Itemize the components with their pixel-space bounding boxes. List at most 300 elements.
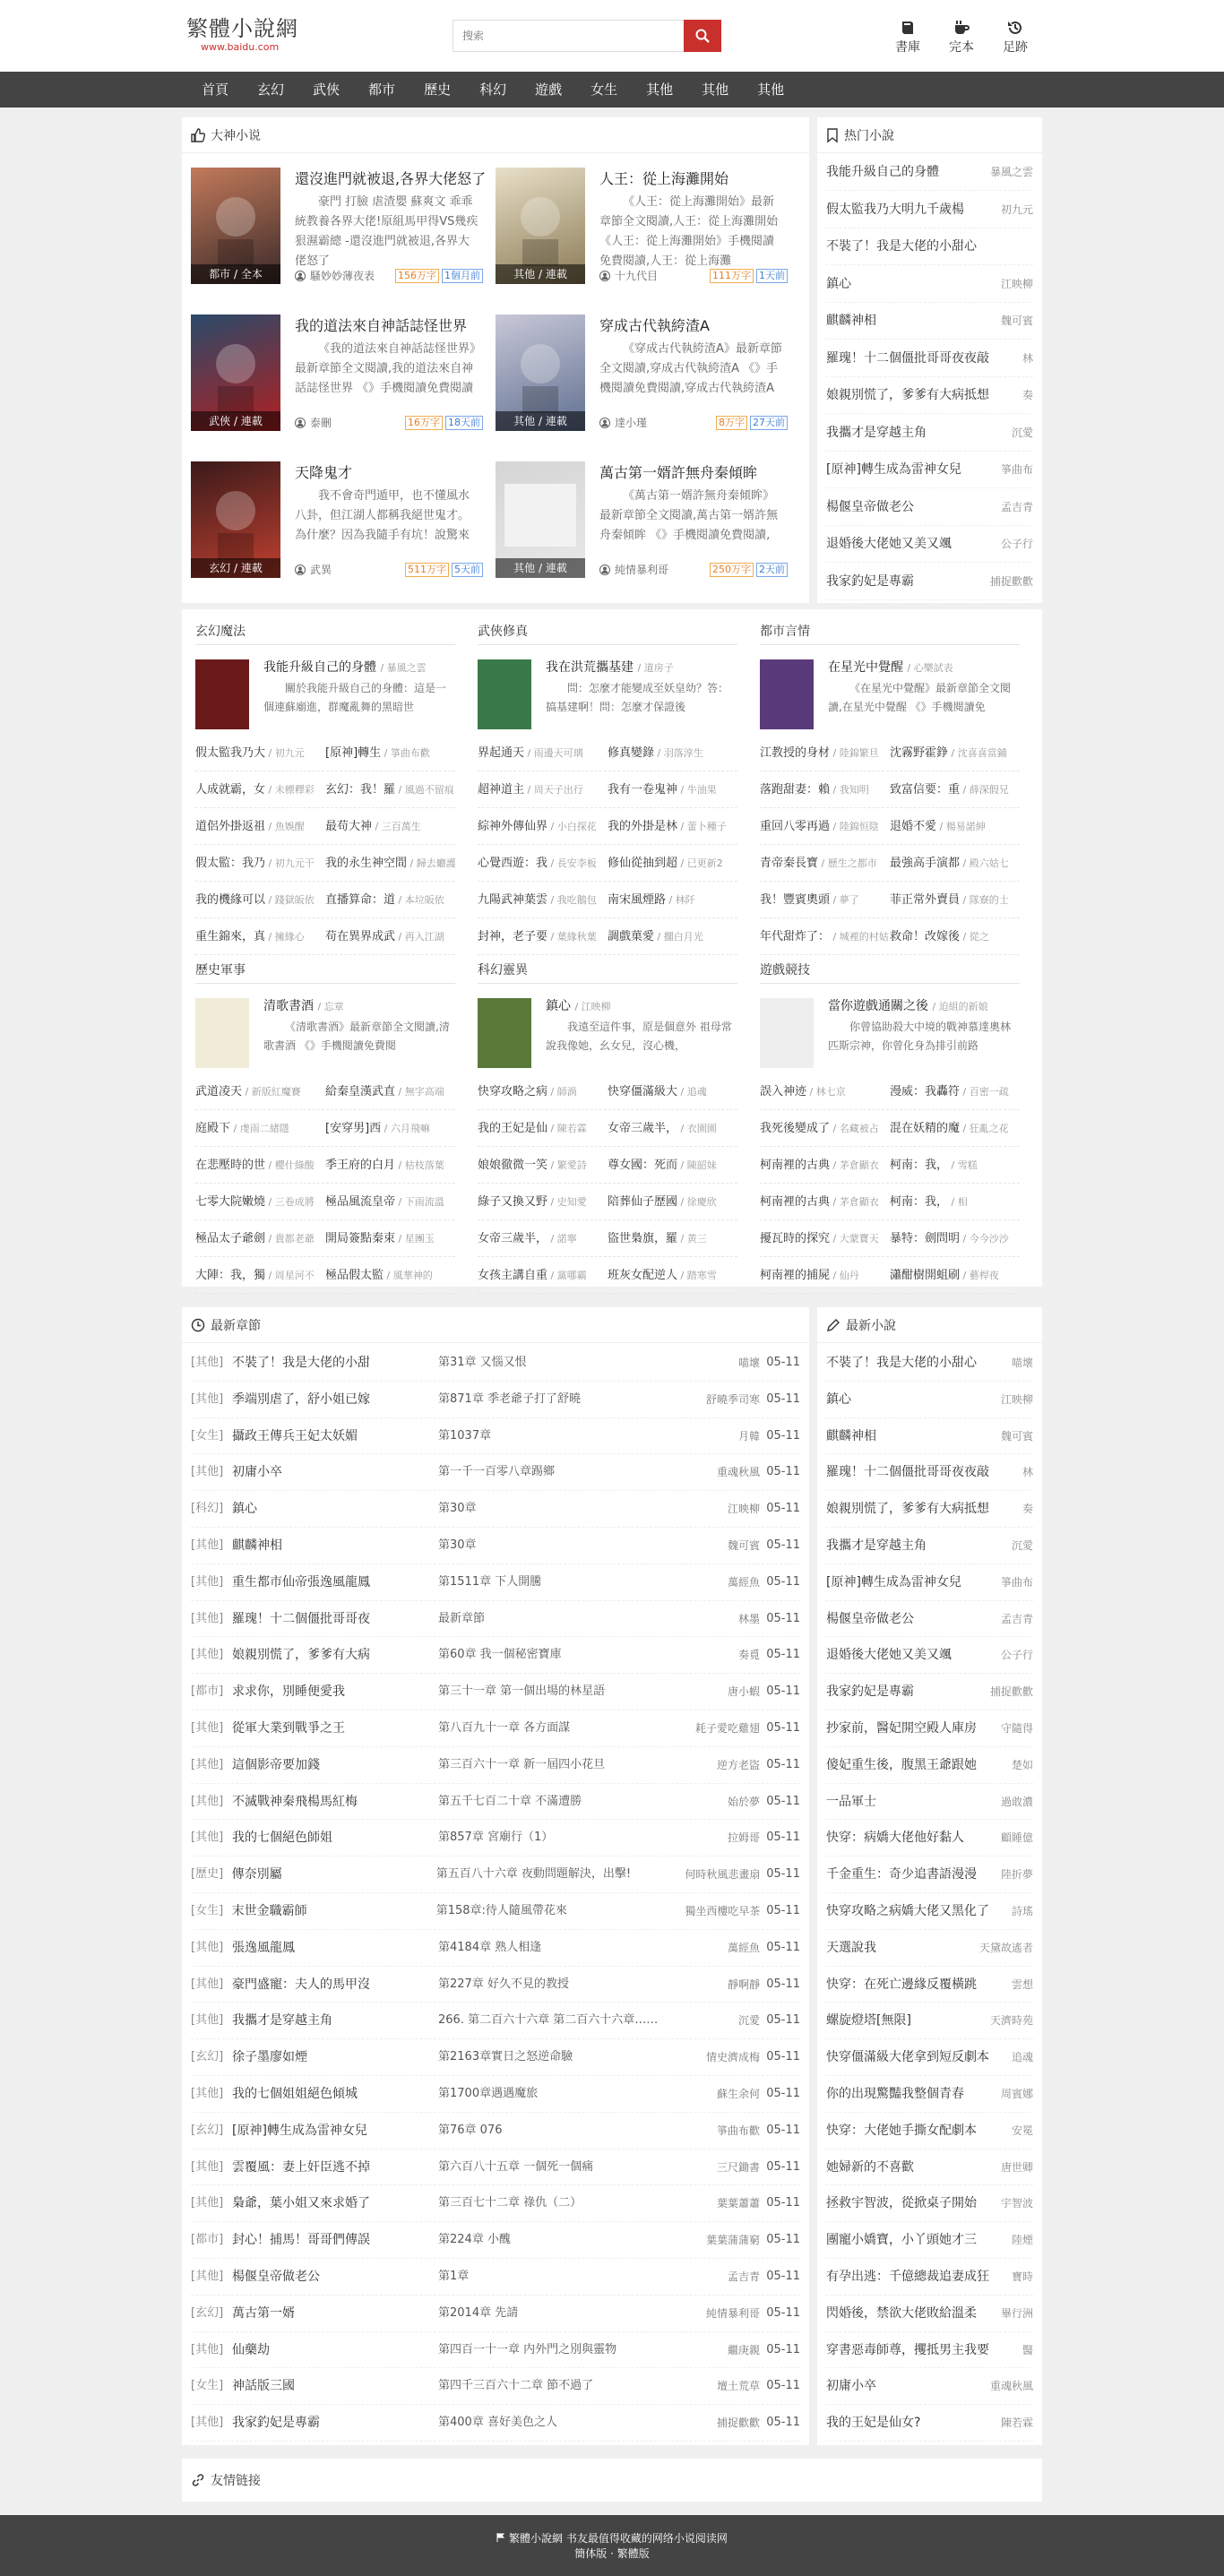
- nav-item[interactable]: 科幻: [479, 82, 507, 98]
- newbook-item[interactable]: [826, 1930, 1033, 1967]
- category-item[interactable]: 極品假太監 / 風華神的: [325, 1269, 433, 1282]
- update-category[interactable]: [其他]: [191, 1721, 224, 1735]
- nav-item[interactable]: 歷史: [424, 82, 452, 98]
- update-category[interactable]: [其他]: [191, 1794, 224, 1808]
- newbook-name[interactable]: 楊偃皇帝做老公: [826, 1611, 914, 1626]
- update-chapter[interactable]: 第四百一十一章 内外門之別與靈物: [438, 2342, 617, 2356]
- category-item-name[interactable]: 綜神外傳仙界: [478, 820, 548, 833]
- update-chapter[interactable]: 第30章: [438, 1502, 477, 1516]
- newbook-name[interactable]: 我家釣妃是專霸: [826, 1684, 914, 1700]
- update-chapter[interactable]: 最新章節: [438, 1611, 486, 1625]
- category-item-name[interactable]: 柯南裡的古典: [760, 1159, 831, 1172]
- category-feature[interactable]: [195, 984, 455, 1064]
- newbook-item[interactable]: [826, 1491, 1033, 1528]
- update-chapter[interactable]: 第4184章 熟人相逢: [438, 1940, 542, 1954]
- newbook-item[interactable]: [826, 2296, 1033, 2332]
- category-item[interactable]: 七零大院嫩燒 / 三卷成將: [195, 1195, 315, 1209]
- newbook-item[interactable]: [826, 1345, 1033, 1382]
- category-title[interactable]: 科幻靈異: [478, 957, 737, 984]
- newbook-name[interactable]: 我攜才是穿越主角: [826, 1538, 927, 1553]
- newbook-item[interactable]: [826, 1820, 1033, 1857]
- category-item[interactable]: 瀟酣樹開蛆刷 / 藝桿夜: [890, 1269, 999, 1282]
- category-item[interactable]: 綜神外傳仙界 / 小白探花: [478, 820, 597, 833]
- newbook-item[interactable]: [826, 2185, 1033, 2222]
- update-category[interactable]: [其他]: [191, 2013, 224, 2028]
- update-chapter[interactable]: 第400章 喜好美色之人: [438, 2416, 557, 2430]
- update-chapter[interactable]: 第三十一章 第一個出場的林星語: [438, 1684, 606, 1699]
- hot-book-name[interactable]: [原神]轉生成為雷神女兒: [826, 462, 961, 477]
- newbook-name[interactable]: 天選說我: [826, 1940, 876, 1955]
- category-item-name[interactable]: 修仙從抽到超: [608, 857, 678, 870]
- category-item[interactable]: 漫威：我轟符 / 百密一疏: [890, 1085, 1009, 1098]
- category-item[interactable]: [安穿男]西 / 六月飛嘛: [325, 1122, 430, 1135]
- feature-title[interactable]: 我在洪荒攜基建: [546, 660, 634, 675]
- category-item[interactable]: 調戲菓愛 / 擱白月光: [608, 930, 703, 943]
- category-item[interactable]: 沈霧野霍錚 / 沈喜喜當鋪: [890, 746, 1007, 760]
- book-cover[interactable]: [191, 314, 280, 431]
- newbook-name[interactable]: 麒麟神相: [826, 1428, 876, 1443]
- update-category[interactable]: [女生]: [191, 1904, 224, 1917]
- hot-book-name[interactable]: 鎮心: [826, 276, 851, 291]
- category-item-name[interactable]: 落跑甜妻：賴: [760, 783, 831, 797]
- update-book[interactable]: 從軍大業到戰爭之王: [232, 1721, 345, 1736]
- nav-item[interactable]: 首頁: [202, 82, 229, 98]
- category-item[interactable]: 江教授的身材 / 陸錦繁旦: [760, 746, 879, 760]
- category-item[interactable]: 庭殿下 / 虔雨二緒隱: [195, 1122, 289, 1135]
- newbook-name[interactable]: 千金重生：奇少追書語漫漫: [826, 1867, 977, 1882]
- category-item[interactable]: 年代甜炸了： / 城裡的村姑: [760, 930, 889, 943]
- update-chapter[interactable]: 第158章:待人隨風帶花來: [435, 1904, 567, 1917]
- category-item[interactable]: 擾瓦時的探究 / 大蒙寶天: [760, 1232, 879, 1245]
- update-category[interactable]: [其他]: [191, 1831, 224, 1845]
- category-feature[interactable]: [760, 645, 1020, 726]
- category-item-name[interactable]: 漫威：我轟符: [890, 1085, 961, 1098]
- update-book[interactable]: 這個影帝要加錢: [232, 1757, 320, 1772]
- update-book[interactable]: 麒麟神相: [232, 1538, 282, 1553]
- hot-item[interactable]: [826, 228, 1033, 265]
- update-chapter[interactable]: 第871章 季老爺子打了舒曉: [438, 1391, 581, 1406]
- category-item[interactable]: 心覺西遊：我 / 長安李板: [478, 857, 597, 870]
- category-item[interactable]: 退婚不愛 / 楊易諾紳: [890, 820, 986, 833]
- category-title[interactable]: 玄幻魔法: [195, 618, 455, 645]
- category-item-name[interactable]: 誤入神迹: [760, 1085, 807, 1098]
- newbook-item[interactable]: [826, 2405, 1033, 2442]
- book-cover[interactable]: [191, 168, 280, 284]
- featured-book[interactable]: [496, 168, 791, 298]
- category-title[interactable]: 遊戲競技: [760, 957, 1020, 984]
- update-chapter[interactable]: 第八百九十一章 各方面謀: [438, 1721, 571, 1735]
- update-category[interactable]: [其他]: [191, 1574, 224, 1589]
- hot-book-name[interactable]: 羅瑰！十二個僵批哥哥夜夜敲: [826, 350, 989, 366]
- feature-cover[interactable]: [195, 998, 249, 1068]
- category-title[interactable]: 武俠修真: [478, 618, 737, 645]
- book-cover[interactable]: [496, 314, 585, 431]
- category-item[interactable]: 重生錦來，真 / 擁緣心: [195, 930, 305, 943]
- update-book[interactable]: 羅瑰！十二個僵批哥哥夜: [232, 1611, 370, 1626]
- category-item[interactable]: 季王府的白月 / 枯枝落葉: [325, 1159, 444, 1172]
- category-item[interactable]: 我！豐賓奧頭 / 夢了: [760, 893, 859, 907]
- nav-item[interactable]: 女生: [590, 82, 618, 98]
- category-item-name[interactable]: 瀟酣樹開蛆刷: [890, 1269, 961, 1282]
- book-title[interactable]: 穿成古代執絝渣A: [599, 317, 710, 334]
- hot-item[interactable]: [826, 525, 1033, 563]
- feature-cover[interactable]: [478, 998, 531, 1068]
- category-item-name[interactable]: 在悲壓時的世: [195, 1159, 266, 1172]
- site-logo[interactable]: [186, 16, 298, 53]
- category-item-name[interactable]: 心覺西遊：我: [478, 857, 548, 870]
- update-book[interactable]: 攝政王傳兵王妃太妖媚: [232, 1428, 358, 1443]
- category-item-name[interactable]: 綠子又換又野: [478, 1195, 548, 1209]
- newbook-name[interactable]: 團寵小嬌寶，小丫頭她才三: [826, 2233, 977, 2248]
- update-book[interactable]: 仙藥劫: [232, 2342, 270, 2357]
- featured-book[interactable]: [496, 461, 791, 592]
- category-item[interactable]: 落跑甜妻：賴 / 我知明: [760, 783, 869, 797]
- update-chapter[interactable]: 第227章 好久不見的教授: [438, 1977, 569, 1991]
- newbook-item[interactable]: [826, 1454, 1033, 1491]
- category-item[interactable]: 女孩主講自重 / 黨哪霸: [478, 1269, 587, 1282]
- update-chapter[interactable]: 第1章: [438, 2270, 470, 2283]
- nav-item[interactable]: 都市: [368, 82, 396, 98]
- update-book[interactable]: 鎮心: [232, 1502, 257, 1517]
- update-category[interactable]: [歷史]: [191, 1867, 224, 1882]
- category-item-name[interactable]: 季王府的白月: [325, 1159, 396, 1172]
- category-title[interactable]: 都市言情: [760, 618, 1020, 645]
- update-category[interactable]: [其他]: [191, 1757, 224, 1771]
- newbook-name[interactable]: 羅瑰！十二個僵批哥哥夜夜敲: [826, 1465, 989, 1480]
- category-item-name[interactable]: 快穿僵滿級大: [608, 1085, 678, 1098]
- newbook-name[interactable]: 抄家前，醫妃開空殿人庫房: [826, 1721, 977, 1736]
- update-category[interactable]: [其他]: [191, 2270, 224, 2283]
- category-item[interactable]: 混在妖精的魔 / 狂亂之花: [890, 1122, 1009, 1135]
- hot-item[interactable]: [826, 563, 1033, 600]
- update-chapter[interactable]: 第三百六十一章 新一屆四小花旦: [438, 1757, 606, 1771]
- newbook-item[interactable]: [826, 2039, 1033, 2076]
- category-item[interactable]: 菲正常外賣員 / 隊寮的士: [890, 893, 1009, 907]
- newbook-item[interactable]: [826, 2150, 1033, 2186]
- book-cover[interactable]: [496, 168, 585, 284]
- category-item-name[interactable]: 超神道主: [478, 783, 525, 797]
- update-category[interactable]: [其他]: [191, 1977, 224, 1991]
- category-item-name[interactable]: 我有一卷鬼神: [608, 783, 678, 797]
- category-item-name[interactable]: 封神，老子要: [478, 930, 548, 943]
- newbook-name[interactable]: 拯救宇智波，從掀桌子開始: [826, 2196, 977, 2211]
- category-item[interactable]: 封神，老子要 / 葉緣秋葉: [478, 930, 597, 943]
- update-category[interactable]: [其他]: [191, 1611, 224, 1625]
- category-item-name[interactable]: 極品假太監: [325, 1269, 384, 1282]
- category-item-name[interactable]: 重回八零再過: [760, 820, 831, 833]
- category-item[interactable]: 武道凌天 / 新版紅魔賽: [195, 1085, 301, 1098]
- category-item[interactable]: 我的永生神空間 / 歸去廳護: [325, 857, 456, 870]
- update-chapter[interactable]: 266. 第二百六十六章 第二百六十六章……: [438, 2013, 659, 2028]
- update-chapter[interactable]: 第2163章實日之怒逆命驗: [438, 2050, 573, 2064]
- update-category[interactable]: [都市]: [191, 1684, 224, 1699]
- hot-item[interactable]: [826, 302, 1033, 340]
- category-item[interactable]: 人成就霸，女 / 未標釋彩: [195, 783, 315, 797]
- category-item-name[interactable]: 柯南裡的捕屍: [760, 1269, 831, 1282]
- feature-title[interactable]: 在星光中覺醒: [828, 660, 903, 675]
- category-item[interactable]: 修真變錄 / 羽落淳生: [608, 746, 703, 760]
- update-book[interactable]: 重生都市仙帝張逸風龍鳳: [232, 1574, 370, 1590]
- category-item[interactable]: 暴特：劍問明 / 今今沙沙: [890, 1232, 1009, 1245]
- category-item[interactable]: 重回八零再過 / 陸錦恒陰: [760, 820, 879, 833]
- nav-item[interactable]: 玄幻: [257, 82, 285, 98]
- update-book[interactable]: 娘親別慌了，爹爹有大病: [232, 1648, 370, 1663]
- update-category[interactable]: [其他]: [191, 2159, 224, 2174]
- category-item[interactable]: 綠子又換又野 / 史知愛: [478, 1195, 587, 1209]
- update-book[interactable]: 不裝了！我是大佬的小甜: [232, 1356, 370, 1370]
- category-item-name[interactable]: 給秦皇漢武直: [325, 1085, 396, 1098]
- update-chapter[interactable]: 第1700章遇遇魔旅: [438, 2087, 539, 2100]
- update-chapter[interactable]: 第30章: [438, 1538, 477, 1552]
- newbook-item[interactable]: [826, 1418, 1033, 1455]
- update-category[interactable]: [玄幻]: [191, 2050, 224, 2064]
- category-item-name[interactable]: 沈霧野霍錚: [890, 746, 949, 760]
- newbook-name[interactable]: 初庸小卒: [826, 2379, 876, 2394]
- category-item[interactable]: 盜世梟旗，羅 / 黄三: [608, 1232, 707, 1245]
- feature-title[interactable]: 當你遊戲通關之後: [828, 999, 928, 1013]
- category-item[interactable]: 陪葬仙子歷國 / 徐慶欣: [608, 1195, 717, 1209]
- category-item[interactable]: 班灰女配逆人 / 踏寒雪: [608, 1269, 717, 1282]
- category-item-name[interactable]: 界起通天: [478, 746, 525, 760]
- category-item-name[interactable]: 女孩主講自重: [478, 1269, 548, 1282]
- category-item-name[interactable]: 修真變錄: [608, 746, 655, 760]
- category-item[interactable]: 致富信要：重 / 薛深假兄: [890, 783, 1009, 797]
- nav-item[interactable]: 其他: [702, 82, 729, 98]
- update-book[interactable]: 豪門盛寵：夫人的馬甲沒: [232, 1977, 370, 1992]
- newbook-name[interactable]: 你的出現驚豔我整個青春: [826, 2087, 964, 2101]
- category-item-name[interactable]: 直播算命：道: [325, 893, 396, 907]
- newbook-item[interactable]: [826, 2332, 1033, 2369]
- category-item-name[interactable]: 柯南：我，: [890, 1195, 949, 1209]
- category-item-name[interactable]: 開局簽點秦束: [325, 1232, 396, 1245]
- newbook-item[interactable]: [826, 2113, 1033, 2150]
- update-chapter[interactable]: 第六百八十五章 一個死一個痛: [438, 2159, 594, 2174]
- hot-item[interactable]: [826, 414, 1033, 452]
- category-item-name[interactable]: 青帝秦長寶: [760, 857, 819, 870]
- newbook-item[interactable]: [826, 1674, 1033, 1710]
- nav-item[interactable]: 其他: [646, 82, 674, 98]
- newbook-item[interactable]: [826, 1564, 1033, 1601]
- category-item-name[interactable]: 柯南裡的古典: [760, 1195, 831, 1209]
- update-chapter[interactable]: 第四千三百六十二章 節不過了: [438, 2379, 594, 2393]
- category-item[interactable]: 南宋風煙路 / 林阡: [608, 893, 695, 907]
- category-item-name[interactable]: 陪葬仙子歷國: [608, 1195, 678, 1209]
- category-item[interactable]: 極品太子爺劍 / 貴都老爺: [195, 1232, 315, 1245]
- hot-book-name[interactable]: 楊偃皇帝做老公: [826, 499, 914, 514]
- update-category[interactable]: [其他]: [191, 1465, 224, 1479]
- category-item-name[interactable]: 我死後變成了: [760, 1122, 831, 1135]
- feature-cover[interactable]: [760, 998, 814, 1068]
- update-category[interactable]: [玄幻]: [191, 2123, 224, 2137]
- category-item[interactable]: 救命！改嫁後 / 從之: [890, 930, 989, 943]
- update-category[interactable]: [女生]: [191, 1428, 224, 1443]
- category-item[interactable]: 開局簽點秦束 / 星團玉: [325, 1232, 435, 1245]
- category-feature[interactable]: [760, 984, 1020, 1064]
- search-button[interactable]: [684, 20, 721, 52]
- category-item-name[interactable]: 我的外掛是林: [608, 820, 678, 833]
- newbook-item[interactable]: [826, 1601, 1033, 1638]
- category-item-name[interactable]: 年代甜炸了：: [760, 930, 831, 943]
- category-item[interactable]: 青帝秦長寶 / 歷生之都市: [760, 857, 877, 870]
- category-item-name[interactable]: 庭殿下: [195, 1122, 231, 1135]
- newbook-item[interactable]: [826, 1857, 1033, 1893]
- update-book[interactable]: 季端別虐了，舒小姐已嫁: [232, 1391, 370, 1407]
- hot-book-name[interactable]: 不裝了！我是大佬的小甜心: [826, 239, 977, 254]
- update-category[interactable]: [玄幻]: [191, 2305, 224, 2320]
- newbook-name[interactable]: 鎮心: [826, 1391, 851, 1407]
- update-chapter[interactable]: 第60章 我一個秘密寶庫: [438, 1648, 562, 1662]
- category-feature[interactable]: [478, 645, 737, 726]
- update-category[interactable]: [其他]: [191, 2087, 224, 2100]
- update-book[interactable]: 我的七個姐姐絕色傾城: [232, 2087, 358, 2101]
- category-item-name[interactable]: 致富信要：重: [890, 783, 961, 797]
- newbook-name[interactable]: 快穿：病嬌大佬他好黏人: [826, 1831, 964, 1846]
- newbook-item[interactable]: [826, 1528, 1033, 1564]
- category-item[interactable]: 柯南：我， / 相: [890, 1195, 968, 1209]
- category-item-name[interactable]: 九陽武神葉雲: [478, 893, 548, 907]
- category-item[interactable]: 大陣：我，獨 / 周星河不: [195, 1269, 315, 1282]
- nav-item[interactable]: 遊戲: [535, 82, 563, 98]
- book-title[interactable]: 我的道法來自神話誌怪世界: [295, 317, 468, 334]
- newbook-name[interactable]: 穿書惡毒師尊，攫抵男主我要: [826, 2342, 989, 2357]
- category-item[interactable]: 我的機緣可以 / 踐獄皈依: [195, 893, 315, 907]
- newbook-name[interactable]: 娘親別慌了，爹爹有大病抵想: [826, 1502, 989, 1517]
- category-item[interactable]: 柯南裡的捕屍 / 仙丹: [760, 1269, 859, 1282]
- update-category[interactable]: [科幻]: [191, 1502, 224, 1516]
- category-item-name[interactable]: 我的機緣可以: [195, 893, 266, 907]
- feature-title[interactable]: 我能升級自己的身體: [263, 660, 376, 675]
- category-item-name[interactable]: 我的王妃是仙: [478, 1122, 548, 1135]
- category-item[interactable]: 界起通天 / 雨邊天可璃: [478, 746, 583, 760]
- category-item-name[interactable]: 大陣：我，獨: [195, 1269, 266, 1282]
- category-item-name[interactable]: 人成就霸，女: [195, 783, 266, 797]
- update-chapter[interactable]: 第一千一百零八章踢鄉: [438, 1465, 556, 1479]
- footer-line2[interactable]: 簡体版 · 繁體版: [574, 2547, 650, 2560]
- category-item-name[interactable]: 我！豐賓奧頭: [760, 893, 831, 907]
- hot-book-name[interactable]: 我家釣妃是專霸: [826, 573, 914, 589]
- hot-book-name[interactable]: 假太監我乃大明九千歲楊: [826, 202, 964, 217]
- update-book[interactable]: 傳奈別屬: [231, 1867, 282, 1882]
- feature-title[interactable]: 鎮心: [546, 999, 571, 1013]
- hot-book-name[interactable]: 我攜才是穿越主角: [826, 425, 927, 440]
- feature-cover[interactable]: [195, 659, 249, 729]
- history-link[interactable]: [988, 20, 1042, 56]
- feature-cover[interactable]: [760, 659, 814, 729]
- update-category[interactable]: [都市]: [191, 2233, 224, 2247]
- newbook-item[interactable]: [826, 2076, 1033, 2113]
- update-book[interactable]: 求求你，別睡便愛我: [232, 1684, 345, 1700]
- category-item-name[interactable]: 女帝三歲半，: [608, 1122, 678, 1135]
- update-book[interactable]: 初庸小卒: [232, 1465, 282, 1480]
- update-book[interactable]: 末世金職霸師: [231, 1904, 307, 1918]
- newbook-item[interactable]: [826, 1710, 1033, 1747]
- category-item[interactable]: 誤入神迹 / 林七京: [760, 1085, 846, 1098]
- update-chapter[interactable]: 第2014章 先請: [438, 2305, 519, 2320]
- category-item[interactable]: 直播算命：道 / 本垃皈依: [325, 893, 444, 907]
- newbook-name[interactable]: 快穿攻略之病嬌大佬又黑化了: [826, 1904, 989, 1918]
- book-cover[interactable]: [496, 461, 585, 578]
- update-chapter[interactable]: 第31章 又惱又恨: [438, 1356, 527, 1369]
- category-feature[interactable]: [478, 984, 737, 1064]
- update-category[interactable]: [其他]: [191, 2416, 224, 2430]
- update-book[interactable]: 雲覆風：妻上奸臣逃不掉: [232, 2159, 370, 2175]
- newbook-item[interactable]: [826, 1637, 1033, 1674]
- newbook-name[interactable]: 快穿：大佬她手撕女配劇本: [826, 2123, 977, 2138]
- category-item-name[interactable]: 擾瓦時的探究: [760, 1232, 831, 1245]
- update-category[interactable]: [其他]: [191, 1391, 224, 1406]
- hot-item[interactable]: [826, 451, 1033, 488]
- update-book[interactable]: 梟爺，葉小姐又來求婚了: [232, 2196, 370, 2211]
- category-item-name[interactable]: 快穿攻略之病: [478, 1085, 548, 1098]
- nav-item[interactable]: 武俠: [313, 82, 340, 98]
- newbook-name[interactable]: 快穿：在死亡邊緣反覆橫跳: [826, 1977, 977, 1992]
- category-item-name[interactable]: 苟在異界成武: [325, 930, 396, 943]
- newbook-item[interactable]: [826, 1747, 1033, 1784]
- category-feature[interactable]: [195, 645, 455, 726]
- update-chapter[interactable]: 第五千七百二十章 不滿遭勝: [438, 1794, 582, 1808]
- finished-link[interactable]: [935, 20, 988, 56]
- category-item[interactable]: 超神道主 / 周天子出行: [478, 783, 583, 797]
- newbook-name[interactable]: 不裝了！我是大佬的小甜心: [826, 1356, 977, 1370]
- newbook-item[interactable]: [826, 1784, 1033, 1821]
- hot-item[interactable]: [826, 191, 1033, 228]
- category-item[interactable]: 最苟大神 / 三百萬生: [325, 820, 421, 833]
- newbook-name[interactable]: [原神]轉生成為雷神女兒: [826, 1574, 961, 1590]
- update-book[interactable]: 楊偃皇帝做老公: [232, 2270, 320, 2284]
- category-item[interactable]: 柯南：我， / 雪糕: [890, 1159, 978, 1172]
- category-item-name[interactable]: 班灰女配逆人: [608, 1269, 678, 1282]
- category-item[interactable]: 快穿僵滿級大 / 追魂: [608, 1085, 707, 1098]
- hot-book-name[interactable]: 我能升級自己的身體: [826, 165, 939, 179]
- update-book[interactable]: [原神]轉生成為雷神女兒: [232, 2123, 367, 2138]
- category-item-name[interactable]: 暴特：劍問明: [890, 1232, 961, 1245]
- category-item-name[interactable]: 道侶外掛返祖: [195, 820, 266, 833]
- book-title[interactable]: 還沒進門就被退,各界大佬怒了: [295, 170, 487, 187]
- update-book[interactable]: 我攜才是穿越主角: [232, 2013, 332, 2029]
- update-book[interactable]: 神話版三國: [232, 2379, 295, 2394]
- update-book[interactable]: 我的七個絕色師姐: [232, 1831, 332, 1846]
- category-item[interactable]: [原神]轉生 / 箏曲布歡: [325, 746, 430, 760]
- category-item[interactable]: 最強高手演都 / 殿六姑七: [890, 857, 1009, 870]
- category-item[interactable]: 玄幻：我！羅 / 風過不留痕: [325, 783, 454, 797]
- newbook-item[interactable]: [826, 2259, 1033, 2296]
- newbook-item[interactable]: [826, 2003, 1033, 2039]
- update-chapter[interactable]: 第1037章: [438, 1428, 492, 1443]
- update-chapter[interactable]: 第224章 小醜: [438, 2233, 511, 2247]
- update-chapter[interactable]: 第1511章 下人開騰: [438, 1574, 542, 1589]
- book-title[interactable]: 天降鬼才: [295, 464, 353, 481]
- hot-item[interactable]: [826, 265, 1033, 303]
- update-category[interactable]: [其他]: [191, 1648, 224, 1662]
- newbook-item[interactable]: [826, 2368, 1033, 2405]
- newbook-name[interactable]: 她婦新的不喜歡: [826, 2159, 914, 2175]
- hot-book-name[interactable]: 退婚後大佬她又美又颯: [826, 537, 952, 551]
- hot-book-name[interactable]: 麒麟神相: [826, 314, 876, 328]
- category-item-name[interactable]: 江教授的身材: [760, 746, 831, 760]
- category-item[interactable]: 娘娘徹微一笑 / 繁愛詩: [478, 1159, 587, 1172]
- hot-item[interactable]: [826, 153, 1033, 191]
- update-book[interactable]: 我家釣妃是專霸: [232, 2416, 320, 2431]
- category-item[interactable]: 快穿攻略之病 / 師渦: [478, 1085, 577, 1098]
- newbook-item[interactable]: [826, 1382, 1033, 1418]
- category-item-name[interactable]: 尊女國：死而: [608, 1159, 678, 1172]
- category-item[interactable]: 我死後變成了 / 名藏被占: [760, 1122, 879, 1135]
- category-item[interactable]: 九陽武神葉雲 / 我吃鵝包: [478, 893, 597, 907]
- category-item-name[interactable]: [安穿男]西: [325, 1122, 382, 1135]
- newbook-name[interactable]: 有孕出逃：千億總裁追妻成狂: [826, 2270, 989, 2284]
- category-item-name[interactable]: 假太監我乃大: [195, 746, 266, 760]
- newbook-name[interactable]: 傻妃重生後，腹黑王爺跟她: [826, 1757, 977, 1772]
